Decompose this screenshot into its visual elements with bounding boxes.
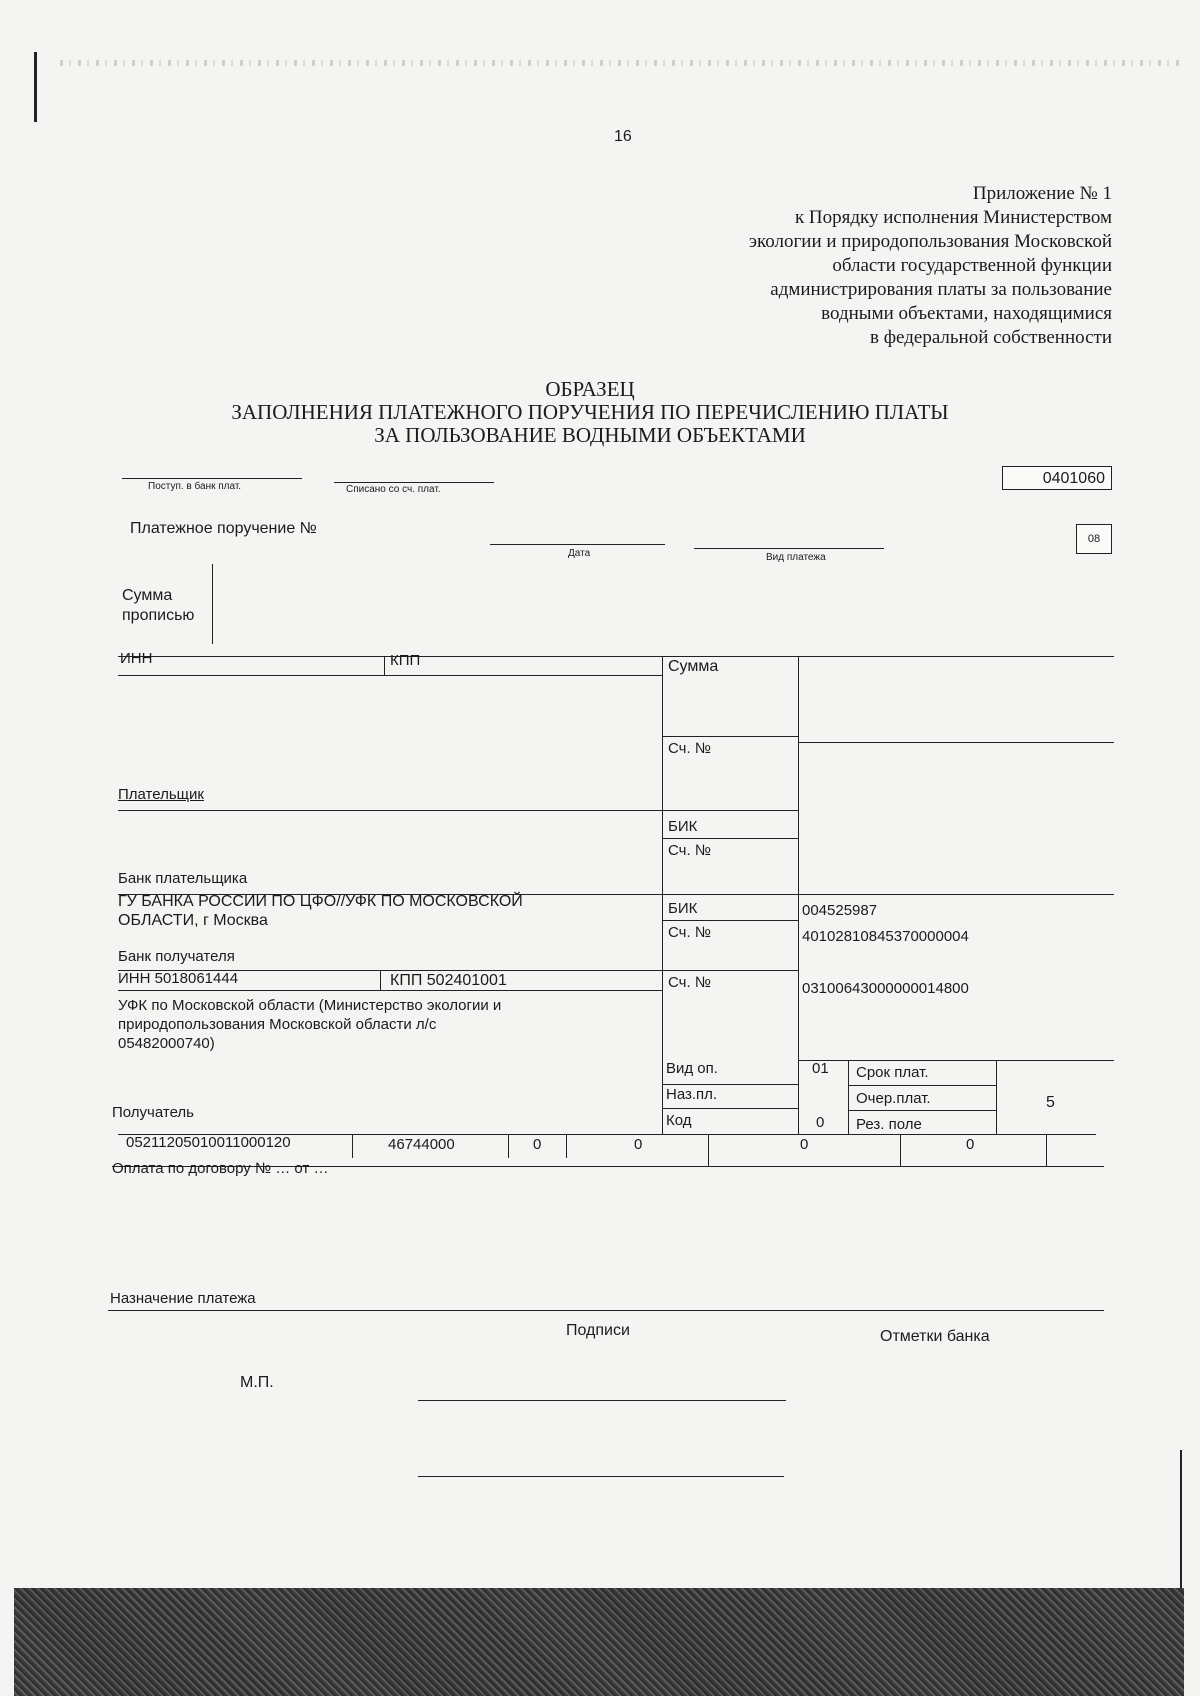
scan-footer-band <box>14 1588 1184 1696</box>
recipient-name-2: природопользования Московской области л/с <box>118 1016 437 1033</box>
purpose-text: Оплата по договору № … от … <box>112 1160 329 1177</box>
purpose-label: Назначение платежа <box>110 1290 256 1307</box>
signatures-label: Подписи <box>566 1322 630 1339</box>
payer-bank-label: Банк плательщика <box>118 870 248 887</box>
payer-account-label: Сч. № <box>668 740 711 757</box>
recipient-bank-account-value: 40102810845370000004 <box>802 928 969 945</box>
grid-line <box>662 1084 798 1085</box>
appendix-line: в федеральной собственности <box>870 327 1112 348</box>
op-type-value: 01 <box>812 1060 829 1077</box>
appendix-block <box>592 182 1112 350</box>
recipient-bik-value: 004525987 <box>802 902 878 919</box>
kpp-label: КПП <box>390 652 421 669</box>
grid-line <box>848 1085 996 1086</box>
scan-left-edge <box>34 52 37 122</box>
bank-marks-label: Отметки банка <box>880 1328 990 1345</box>
reserve-label: Рез. поле <box>856 1116 922 1133</box>
payment-type-line <box>694 548 884 549</box>
code-value: 0 <box>816 1114 825 1131</box>
grid-line <box>118 656 1114 657</box>
debited-label: Списано со сч. плат. <box>346 484 441 495</box>
received-line <box>122 478 302 479</box>
doc-date-value: 0 <box>800 1136 809 1153</box>
debited-line <box>334 482 494 483</box>
grid-line <box>118 675 662 676</box>
appendix-line: администрирования платы за пользование <box>770 279 1112 300</box>
grid-line <box>118 990 662 991</box>
payer-bik-label: БИК <box>668 818 698 835</box>
recipient-label: Получатель <box>112 1104 194 1121</box>
document-title <box>150 378 1030 447</box>
payment-type-label: Вид платежа <box>766 552 826 563</box>
recipient-bank-name-2: ОБЛАСТИ, г Москва <box>118 912 268 929</box>
title-line-3: ЗА ПОЛЬЗОВАНИЕ ВОДНЫМИ ОБЪЕКТАМИ <box>374 423 806 447</box>
budget-divider <box>566 1134 567 1158</box>
period-value: 0 <box>634 1136 643 1153</box>
grid-line <box>118 810 798 811</box>
inn-label: ИНН <box>120 650 153 667</box>
grid-line <box>996 1060 997 1134</box>
priority-label: Очер.плат. <box>856 1090 931 1107</box>
recipient-bank-label: Банк получателя <box>118 948 235 965</box>
appendix-line: области государственной функции <box>832 255 1112 276</box>
amount-words-divider <box>212 564 213 644</box>
appendix-line: Приложение № 1 <box>972 183 1112 204</box>
recipient-name-3: 05482000740) <box>118 1035 215 1052</box>
signature-line-1 <box>418 1400 786 1401</box>
grid-line <box>662 838 798 839</box>
recipient-name <box>118 996 501 1053</box>
payment-kind-value: 0 <box>966 1136 975 1153</box>
signature-line-2 <box>418 1476 784 1477</box>
grid-line <box>848 1110 996 1111</box>
basis-value: 0 <box>533 1136 542 1153</box>
recipient-bank-account-label: Сч. № <box>668 924 711 941</box>
recipient-kpp: КПП 502401001 <box>390 972 507 989</box>
page-number: 16 <box>614 128 632 145</box>
recipient-bik-label: БИК <box>668 900 698 917</box>
grid-line <box>848 1060 849 1134</box>
recipient-bank-name-1: ГУ БАНКА РОССИИ ПО ЦФО//УФК ПО МОСКОВСКОЙ <box>118 893 523 910</box>
received-label: Поступ. в банк плат. <box>148 481 242 492</box>
grid-line <box>662 920 798 921</box>
payer-bank-account-label: Сч. № <box>668 842 711 859</box>
grid-line <box>380 970 381 990</box>
date-line <box>490 544 665 545</box>
status-box: 08 <box>1076 524 1112 554</box>
grid-line <box>662 1108 798 1109</box>
code-label: Код <box>666 1112 692 1129</box>
amount-words-label-2: прописью <box>122 607 195 624</box>
purpose-code-label: Наз.пл. <box>666 1086 718 1103</box>
oktmo-value: 46744000 <box>388 1136 455 1153</box>
recipient-inn: ИНН 5018061444 <box>118 970 239 987</box>
grid-line <box>798 656 799 1134</box>
budget-divider <box>1046 1134 1047 1166</box>
scan-edge-noise <box>60 60 1180 66</box>
recipient-bank-name <box>118 892 523 930</box>
amount-words-label-1: Сумма <box>122 587 173 604</box>
appendix-line: экологии и природопользования Московской <box>748 231 1112 252</box>
recipient-account-label: Сч. № <box>668 974 711 991</box>
title-line-2: ЗАПОЛНЕНИЯ ПЛАТЕЖНОГО ПОРУЧЕНИЯ ПО ПЕРЕЧИСЛЕНИЮ ПЛАТЫ <box>231 400 949 424</box>
budget-divider <box>352 1134 353 1158</box>
amount-words-label <box>122 586 194 626</box>
budget-divider <box>708 1134 709 1166</box>
appendix-line: к Порядку исполнения Министерством <box>794 207 1112 228</box>
grid-line <box>798 1060 1114 1061</box>
grid-line <box>798 742 1114 743</box>
sum-label: Сумма <box>668 658 719 675</box>
grid-line <box>662 736 798 737</box>
form-code-box: 0401060 <box>1002 466 1112 490</box>
priority-value: 5 <box>1046 1094 1055 1111</box>
grid-line <box>384 656 385 676</box>
order-label: Платежное поручение № <box>130 520 317 537</box>
due-label: Срок плат. <box>856 1064 929 1081</box>
appendix-line: водными объектами, находящимися <box>821 303 1112 324</box>
kbk-value: 05211205010011000120 <box>126 1134 291 1151</box>
recipient-account-value: 03100643000000014800 <box>802 980 969 997</box>
budget-divider <box>900 1134 901 1166</box>
budget-divider <box>508 1134 509 1158</box>
date-label: Дата <box>568 548 591 559</box>
payer-label: Плательщик <box>118 786 204 803</box>
title-line-1: ОБРАЗЕЦ <box>545 377 635 401</box>
grid-line <box>662 656 663 1134</box>
op-type-label: Вид оп. <box>666 1060 718 1077</box>
stamp-label: М.П. <box>240 1374 274 1391</box>
recipient-name-1: УФК по Московской области (Министерство экологии и <box>118 997 502 1014</box>
purpose-line <box>108 1310 1104 1311</box>
